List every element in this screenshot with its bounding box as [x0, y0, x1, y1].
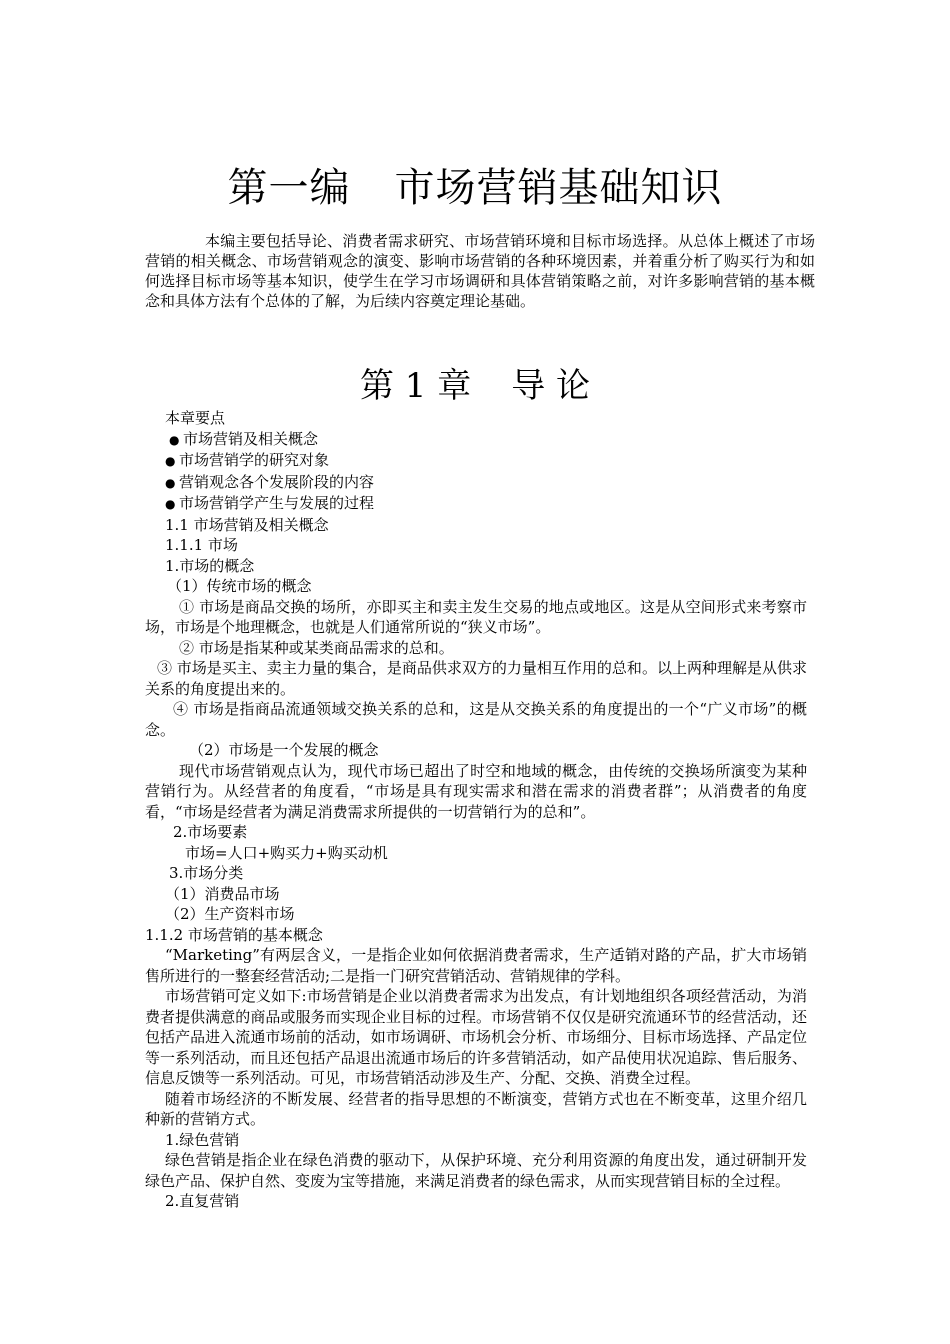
paragraph: ③ 市场是买主、卖主力量的集合，是商品供求双方的力量相互作用的总和。以上两种理解是从供求关系的角度提出来的。	[145, 659, 807, 698]
paragraph: 随着市场经济的不断发展、经营者的指导思想的不断演变，营销方式也在不断变革，这里介绍几种新的营销方式。	[145, 1089, 807, 1128]
part-label: 第一编	[227, 165, 351, 211]
section-heading: 1.1 市场营销及相关概念	[165, 515, 329, 534]
list-item: （1）消费品市场	[165, 884, 280, 903]
list-item: 3.市场分类	[169, 864, 244, 882]
list-item: 1.绿色营销	[165, 1130, 240, 1149]
chapter-title: 导 论	[511, 366, 591, 406]
bullet-icon: ●	[165, 497, 176, 511]
list-item: 1.市场的概念	[165, 556, 255, 575]
part-intro-paragraph: 本编主要包括导论、消费者需求研究、市场营销环境和目标市场选择。从总体上概述了市场营销的相关概念、市场营销观念的演变、影响市场营销的各种环境因素，并着重分析了购买行为和如何选择目标市场等基本知识，使学生在学习市场调研和具体营销策略之前，对许多影响营销的基本概念和具体方法有个总体的了解，为后续内容奠定理论基础。	[145, 232, 815, 310]
bullet-icon: ●	[165, 454, 176, 468]
paragraph: 绿色营销是指企业在绿色消费的驱动下，从保护环境、充分利用资源的角度出发，通过研制开发绿色产品、保护自然、变废为宝等措施，来满足消费者的绿色需求，从而实现营销目标的全过程。	[145, 1151, 807, 1190]
bullet-icon: ●	[165, 475, 176, 490]
key-point-item: ● 市场营销学产生与发展的过程	[145, 493, 807, 515]
chapter-body	[145, 408, 807, 1212]
list-item: 2.市场要素	[173, 823, 248, 841]
paragraph: 市场营销可定义如下:市场营销是企业以消费者需求为出发点，有计划地组织各项经营活动，为消费者提供满意的商品或服务而实现企业目标的过程。市场营销不仅仅是研究流通环节的经营活动，还包括产品进入流通市场前的活动，如市场调研、市场机会分析、市场细分、目标市场选择、产品定位等一系列活动，而且还包括产品退出流通市场后的许多营销活动，如产品使用状况追踪、售后服务、信息反馈等一系列活动。可见，市场营销活动涉及生产、分配、交换、消费全过程。	[145, 987, 807, 1087]
key-point-item: ● 市场营销及相关概念	[145, 429, 807, 451]
paragraph: ④ 市场是指商品流通领域交换关系的总和，这是从交换关系的角度提出的一个“广义市场”的概念。	[145, 700, 807, 739]
subsection-heading: 1.1.2 市场营销的基本概念	[145, 925, 323, 944]
list-item: （1）传统市场的概念	[167, 577, 312, 595]
chapter-heading	[0, 361, 950, 411]
list-item: （2）生产资料市场	[165, 905, 295, 923]
list-item: （2）市场是一个发展的概念	[189, 741, 379, 759]
paragraph: ① 市场是商品交换的场所，亦即买主和卖主发生交易的地点或地区。这是从空间形式来考察市场，市场是个地理概念，也就是人们通常所说的“狭义市场”。	[145, 597, 807, 636]
part-heading	[0, 160, 950, 216]
formula: 市场=人口+购买力+购买动机	[185, 843, 388, 862]
key-point-item: ● 市场营销学的研究对象	[145, 450, 807, 472]
list-item: 2.直复营销	[165, 1192, 240, 1210]
key-points-heading: 本章要点	[165, 409, 226, 427]
bullet-icon: ●	[169, 432, 180, 447]
key-point-item: ● 营销观念各个发展阶段的内容	[145, 472, 807, 494]
subsection-heading: 1.1.1 市场	[165, 536, 238, 554]
paragraph: 现代市场营销观点认为，现代市场已超出了时空和地域的概念，由传统的交换场所演变为某种营销行为。从经营者的角度看，“市场是具有现实需求和潜在需求的消费者群”；从消费者的角度看，“市场是经营者为满足消费需求所提供的一切营销行为的总和”。	[145, 761, 807, 821]
paragraph: ② 市场是指某种或某类商品需求的总和。	[179, 638, 454, 657]
paragraph: “Marketing”有两层含义，一是指企业如何依据消费者需求，生产适销对路的产品，扩大市场销售所进行的一整套经营活动;二是指一门研究营销活动、营销规律的学科。	[145, 946, 807, 985]
part-title: 市场营销基础知识	[394, 165, 723, 211]
chapter-label: 第 1 章	[359, 366, 472, 406]
